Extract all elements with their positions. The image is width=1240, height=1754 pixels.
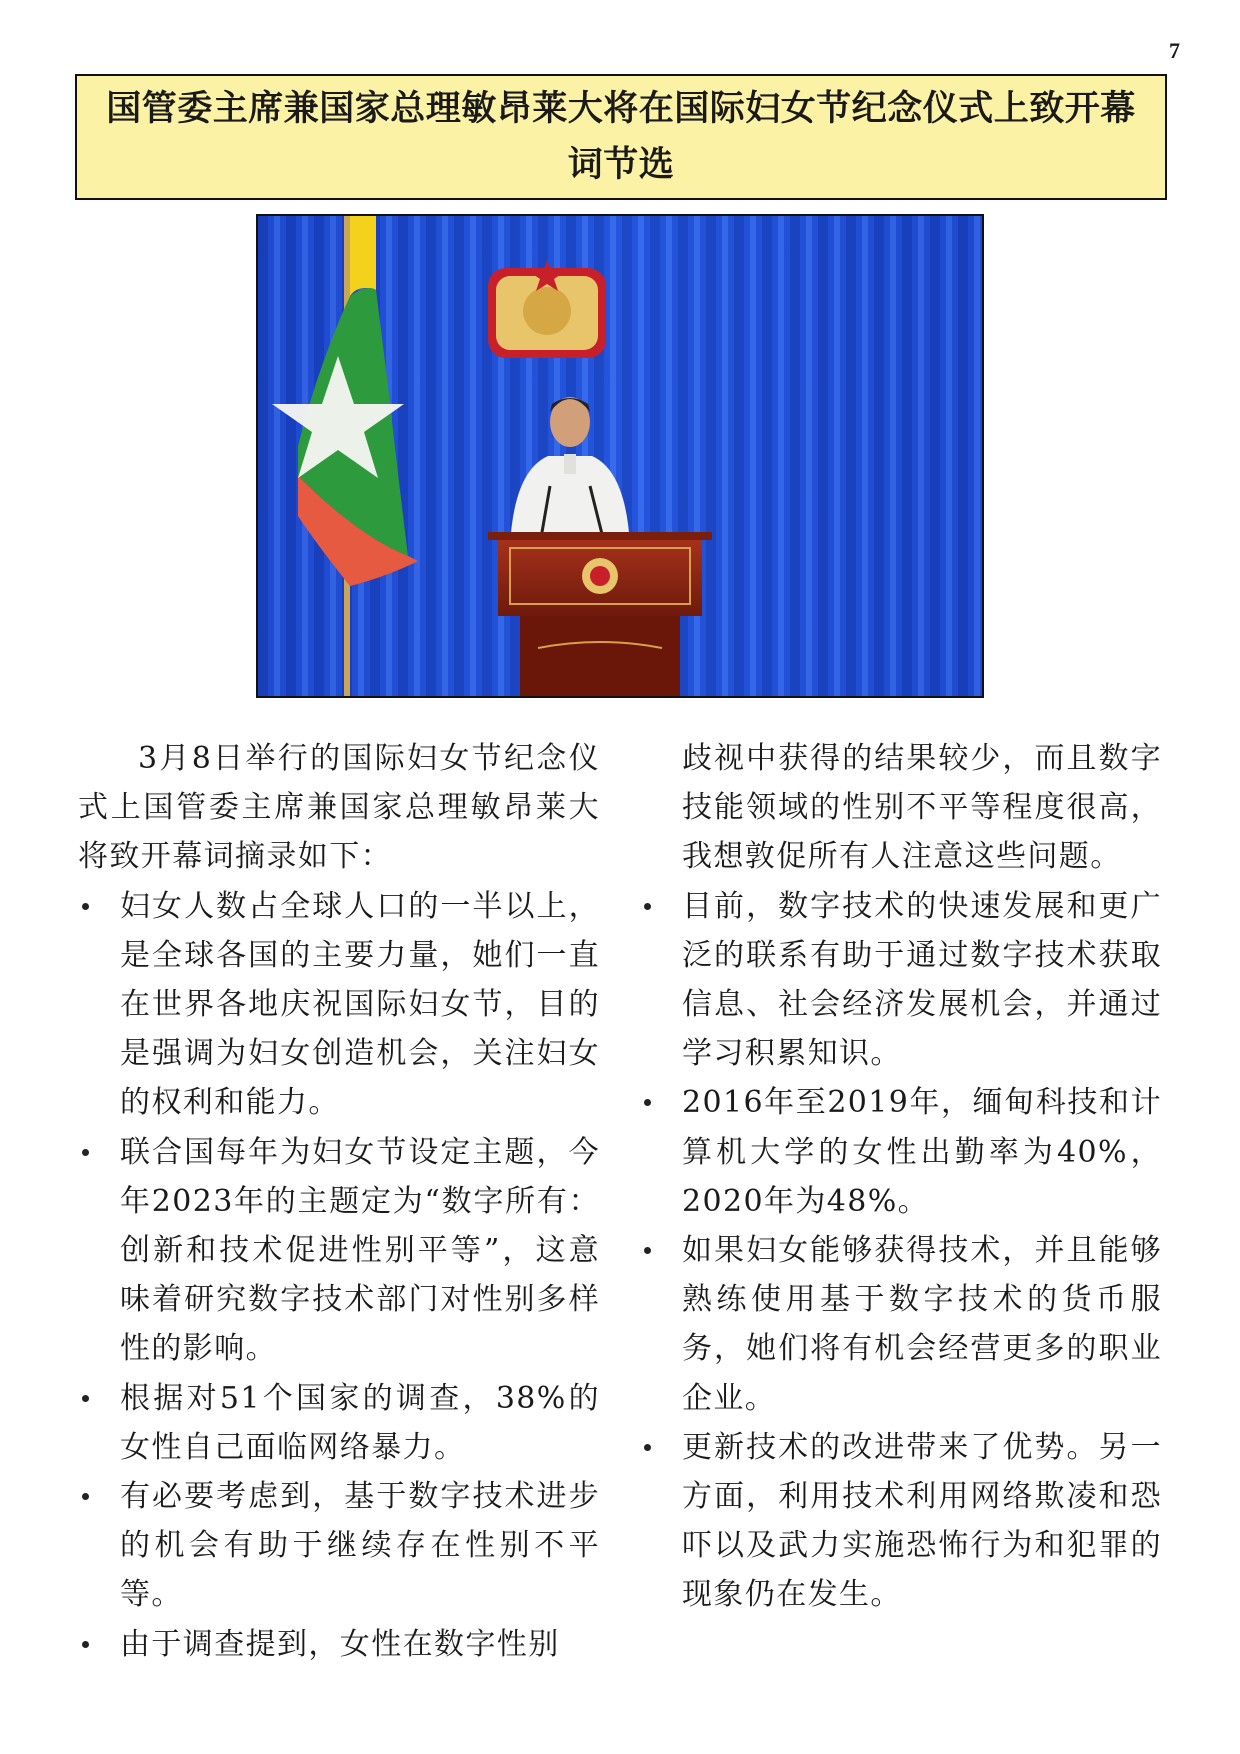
bullet-icon <box>644 1247 651 1254</box>
continued-paragraph: 歧视中获得的结果较少，而且数字技能领域的性别不平等程度很高，我想敦促所有人注意这些问题。 <box>682 741 1162 875</box>
bullet-icon <box>82 1641 89 1648</box>
list-item: 联合国每年为妇女节设定主题，今年2023年的主题定为“数字所有：创新和技术促进性别平等”，这意味着研究数字技术部门对性别多样性的影响。 <box>78 1128 600 1374</box>
list-item: 更新技术的改进带来了优势。另一方面，利用技术利用网络欺凌和恐吓以及武力实施恐怖行为和犯罪的现象仍在发生。 <box>640 1423 1162 1620</box>
bullet-icon <box>82 1149 89 1156</box>
list-item: 根据对51个国家的调查，38%的女性自己面临网络暴力。 <box>78 1374 600 1472</box>
list-item: 妇女人数占全球人口的一半以上，是全球各国的主要力量，她们一直在世界各地庆祝国际妇女节，目的是强调为妇女创造机会，关注妇女的权利和能力。 <box>78 882 600 1128</box>
bullet-icon <box>644 1099 651 1106</box>
state-emblem-icon <box>488 260 606 358</box>
podium <box>488 532 712 696</box>
bullet-icon <box>82 903 89 910</box>
bullet-icon <box>644 1444 651 1451</box>
list-item: 2016年至2019年，缅甸科技和计算机大学的女性出勤率为40%，2020年为48%。 <box>640 1078 1162 1226</box>
intro-paragraph: 3月8日举行的国际妇女节纪念仪式上国管委主席兼国家总理敏昂莱大将致开幕词摘录如下： <box>78 741 600 875</box>
bullet-icon <box>82 1395 89 1402</box>
bullet-icon <box>644 903 651 910</box>
list-item: 由于调查提到，女性在数字性别 <box>78 1620 600 1669</box>
bullet-icon <box>82 1493 89 1500</box>
page-number: 7 <box>1169 38 1180 63</box>
right-bullet-list <box>640 882 1162 1620</box>
photo-speaker-at-podium-icon <box>258 216 982 696</box>
right-column <box>640 734 1162 1620</box>
left-bullet-list <box>78 882 600 1669</box>
article-photo <box>256 214 984 698</box>
left-column <box>78 734 600 1669</box>
title-banner <box>75 74 1167 200</box>
list-item: 有必要考虑到，基于数字技术进步的机会有助于继续存在性别不平等。 <box>78 1472 600 1620</box>
article-title: 国管委主席兼国家总理敏昂莱大将在国际妇女节纪念仪式上致开幕词节选 <box>106 89 1136 185</box>
list-item: 如果妇女能够获得技术，并且能够熟练使用基于数字技术的货币服务，她们将有机会经营更多的职业企业。 <box>640 1226 1162 1423</box>
list-item: 目前，数字技术的快速发展和更广泛的联系有助于通过数字技术获取信息、社会经济发展机会，并通过学习积累知识。 <box>640 882 1162 1079</box>
